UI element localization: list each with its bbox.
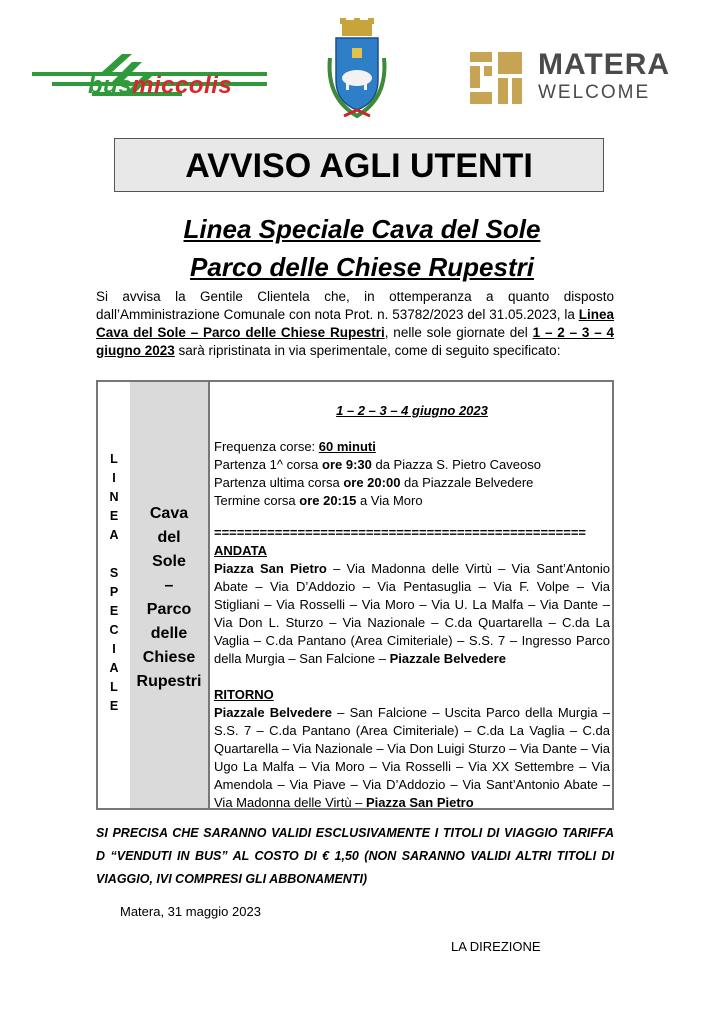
intro-text-1: Si avvisa la Gentile Clientela che, in ottemperanza a quanto disposto dall’Amministrazione Comunale con nota Prot. n. 53782/2023 del 31.05.2023, la bbox=[96, 289, 614, 322]
intro-dates: 1 – 2 – 3 – 4 giugno 2023 bbox=[96, 325, 615, 358]
ticket-note: SI PRECISA CHE SARANNO VALIDI ESCLUSIVAMENTE I TITOLI DI VIAGGIO TARIFFA D “VENDUTI IN BUS” AL COSTO DI € 1,50 (NON SARANNO VALIDI ALTRI TITOLI DI VIAGGIO, IVI COMPRESI GLI ABBONAMENTI) bbox=[96, 826, 614, 886]
vertical-letter: A bbox=[109, 528, 119, 542]
line-name-cell bbox=[130, 382, 210, 808]
line-name-word: Cava bbox=[149, 505, 189, 522]
andata-start: Piazza San Pietro bbox=[214, 561, 327, 576]
vertical-label-cell bbox=[98, 382, 132, 808]
vertical-letter: L bbox=[110, 680, 118, 694]
ritorno-end: Piazza San Pietro bbox=[366, 795, 474, 810]
matera-word: MATERA bbox=[538, 48, 671, 81]
matera-crest-icon bbox=[322, 18, 392, 122]
matera-sub: WELCOME bbox=[538, 82, 651, 103]
andata-route bbox=[214, 560, 610, 668]
line-name-word: Rupestri bbox=[136, 673, 202, 690]
header-logos bbox=[0, 18, 724, 128]
vertical-gap bbox=[98, 545, 130, 564]
vertical-letter: E bbox=[109, 604, 119, 618]
timetable-info bbox=[214, 438, 610, 510]
signature: LA DIREZIONE bbox=[451, 939, 541, 954]
frequency-value: 60 minuti bbox=[318, 439, 376, 454]
matera-grid-icon bbox=[470, 52, 526, 104]
first-run-label: Partenza 1^ corsa bbox=[214, 457, 322, 472]
schedule-table bbox=[96, 380, 614, 810]
line-name-word: Parco bbox=[146, 601, 192, 618]
andata-heading: ANDATA bbox=[214, 543, 267, 558]
intro-line-name: Linea Cava del Sole – Parco delle Chiese Rupestri bbox=[96, 307, 614, 340]
line-name-word: – bbox=[164, 577, 174, 594]
vertical-letter: P bbox=[109, 585, 119, 599]
ritorno-start: Piazzale Belvedere bbox=[214, 705, 332, 720]
vertical-letter: E bbox=[109, 509, 119, 523]
andata-stops: – Via Madonna delle Virtù – Via Sant’Antonio Abate – Via D’Addozio – Via Pentasuglia – Via F. Volpe – Via Stigliani – Via Rosselli – Via Moro – Via U. La Malfa – Via Dante – Via Don L. Sturzo – Via Nazionale – C.da Quartarella – C.da La Vaglia – C.da Pantano (Area Cimiteriale) – S.S. 7 – Ingresso Parco della Murgia – San Falcione – bbox=[214, 561, 611, 666]
line-name bbox=[130, 502, 208, 694]
end-run-label: Termine corsa bbox=[214, 493, 300, 508]
line-name-word: delle bbox=[150, 625, 188, 642]
first-run-time: ore 9:30 bbox=[322, 457, 372, 472]
vertical-letter: I bbox=[112, 471, 116, 485]
end-run-time: ore 20:15 bbox=[299, 493, 357, 508]
andata-end: Piazzale Belvedere bbox=[389, 651, 506, 666]
subtitle-line2: Parco delle Chiese Rupestri bbox=[190, 252, 534, 282]
vertical-letter: C bbox=[109, 623, 119, 637]
vertical-letter: I bbox=[112, 642, 116, 656]
ritorno-stops: – San Falcione – Uscita Parco della Murgia – S.S. 7 – C.da Pantano (Area Cimiteriale) – C.da La Vaglia – C.da Quartarella – Via Nazionale – Via Don Luigi Sturzo – Via Dante – Via Ugo La Malfa – Via Moro – Via Rosselli – Via XX Settembre – Via Amendola – Via Piave – Via D’Addozio – Via Sant’Antonio Abate – Via Madonna delle Virtù – bbox=[214, 705, 610, 810]
end-run-line bbox=[214, 492, 610, 510]
frequency-label: Frequenza corse: bbox=[214, 439, 319, 454]
first-run-line bbox=[214, 456, 610, 474]
vertical-letter: S bbox=[109, 566, 119, 580]
last-run-label: Partenza ultima corsa bbox=[214, 475, 344, 490]
matera-welcome-logo bbox=[470, 48, 680, 108]
last-run-time: ore 20:00 bbox=[343, 475, 401, 490]
vertical-label bbox=[98, 450, 130, 716]
ritorno-route bbox=[214, 704, 610, 812]
line-name-word: Sole bbox=[152, 553, 186, 570]
schedule-details-cell bbox=[214, 382, 610, 808]
last-run-rest: da Piazzale Belvedere bbox=[400, 475, 534, 490]
vertical-letter: N bbox=[109, 490, 119, 504]
separator-line: ================================================= bbox=[214, 525, 586, 540]
notice-title: AVVISO AGLI UTENTI bbox=[114, 138, 604, 192]
vertical-letter: A bbox=[109, 661, 119, 675]
busmiccolis-part2: miccolis bbox=[132, 72, 233, 99]
busmiccolis-part1: bus bbox=[88, 72, 133, 99]
intro-text-3: sarà ripristinata in via sperimentale, come di seguito specificato: bbox=[174, 343, 561, 358]
subtitle-line1: Linea Speciale Cava del Sole bbox=[183, 214, 541, 244]
intro-paragraph bbox=[96, 288, 614, 360]
ritorno-heading: RITORNO bbox=[214, 687, 274, 702]
end-run-rest: a Via Moro bbox=[356, 493, 423, 508]
line-name-word: del bbox=[157, 529, 181, 546]
line-name-word: Chiese bbox=[142, 649, 196, 666]
intro-text-2: , nelle sole giornate del bbox=[384, 325, 533, 340]
last-run-line bbox=[214, 474, 610, 492]
date-line: Matera, 31 maggio 2023 bbox=[120, 904, 261, 919]
busmiccolis-logo bbox=[32, 42, 272, 114]
vertical-letter: L bbox=[110, 452, 118, 466]
first-run-rest: da Piazza S. Pietro Caveoso bbox=[371, 457, 541, 472]
service-dates: 1 – 2 – 3 – 4 giugno 2023 bbox=[336, 403, 488, 418]
vertical-letter: E bbox=[109, 699, 119, 713]
frequency-line bbox=[214, 438, 610, 456]
